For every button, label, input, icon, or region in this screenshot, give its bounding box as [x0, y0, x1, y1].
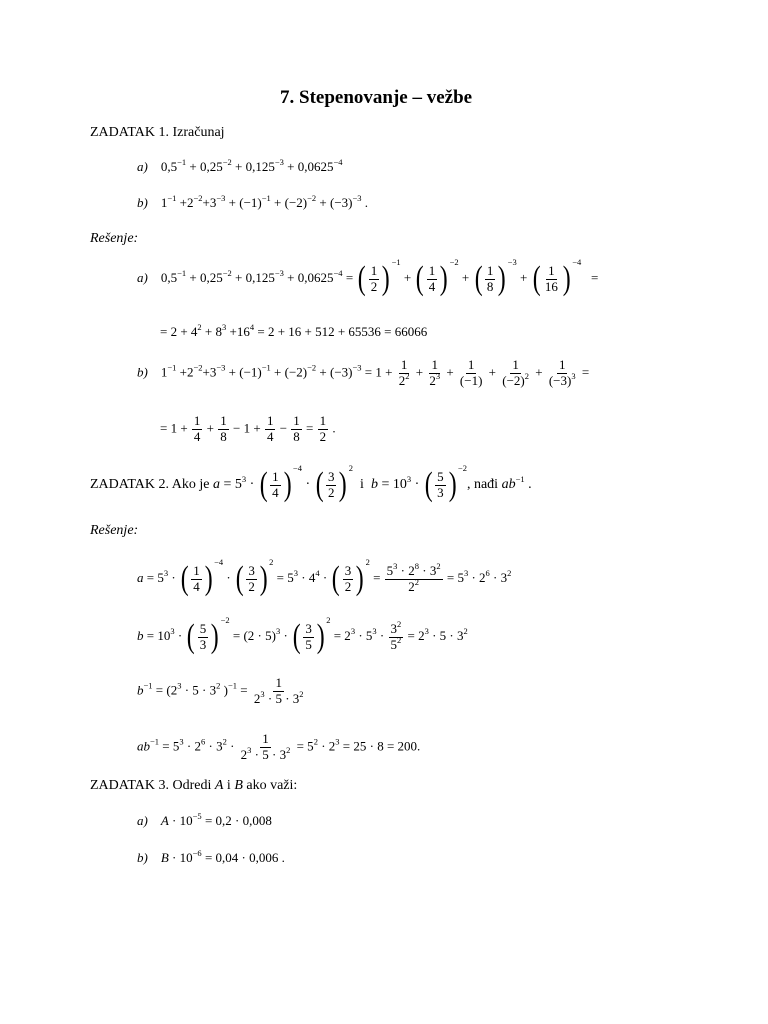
task-2-heading: ZADATAK 2. Ako je $a = 5^3$ · ( $\frac{1}{4}$ ) −4 · ( $\frac{3}{2}$ ) 2 i $b = 10^3$ · ( $\frac{5}{3}$ ) −2 , nađi $ab^{-1}$ .	[90, 463, 532, 503]
solution-2-b: $b = 10^3$ · ( $\frac{5}{3}$ ) −2 = $(2 \cdot 5)^3$ · ( $\frac{3}{5}$ ) 2 = $2^3 \cdot 5^3$ · $\frac{3^2}{5^2}$ = $2^3 \cdot 5 \cdot 3^2$	[137, 615, 468, 655]
solution-1-label: Rešenje:	[90, 231, 139, 246]
task-3-heading: ZADATAK 3. Odredi A i B ako važi:	[90, 778, 298, 793]
solution-1b-line-1: b) $1^{-1} +2^{-2}+3^{-3} + (-1)^{-1} + (-2)^{-2} + (-3)^{-3} = 1$ + $\frac{1}{2^2}$ + $\frac{1}{2^3}$ + $\frac{1}{(-1)}$ + $\frac{1}{(-2)^2}$ + $\frac{1}{(-3)^3}$ =	[137, 357, 590, 388]
task-3a-equation: a) $A \cdot 10^{-5} = 0,2 \cdot 0,008$	[137, 811, 272, 828]
page-title: 7. Stepenovanje – vežbe	[280, 87, 473, 108]
solution-1a-line-1: a) $0,5^{-1} + 0,25^{-2} + 0,125^{-3} + 0,0625^{-4}$ = ( $\frac{1}{2}$ ) −1 + ( $\frac{1}{4}$ ) −2 + ( $\frac{1}{8}$ ) −3 + ( $\frac{1}{16}$ ) −4 =	[137, 257, 599, 297]
solution-2-b-inverse: $b^{-1} = (2^3 \cdot 5 \cdot 3^2$ )$^{-1}$ = $\frac{1}{2^3 \cdot 5 \cdot 3^2}$	[137, 675, 304, 706]
solution-2-label: Rešenje:	[90, 523, 139, 538]
task-1-heading: ZADATAK 1. Izračunaj	[90, 125, 225, 140]
task-1b-expression: b) $1^{-1} +2^{-2}+3^{-3} + (-1)^{-1} + (-2)^{-2} + (-3)^{-3}$ .	[137, 193, 369, 210]
task-1b-label: b)	[137, 195, 148, 210]
task-1a-label: a)	[137, 159, 148, 174]
task-3b-equation: b) $B \cdot 10^{-6} = 0,04 \cdot 0,006$ .	[137, 848, 285, 865]
solution-2-result: $ab^{-1} = 5^3 \cdot 2^6 \cdot 3^2$ · $\frac{1}{2^3 \cdot 5 \cdot 3^2}$ = $5^2 \cdot 2^3 = 25 \cdot 8 = 200$.	[137, 731, 421, 762]
solution-1a-line-2: = $2 + 4^2 + 8^3 +16^4 = 2 + 16 + 512 + 65536 = 66066$	[160, 322, 428, 339]
solution-2-a: $a = 5^3$ · ( $\frac{1}{4}$ ) −4 · ( $\frac{3}{2}$ ) 2 = $5^3 \cdot 4^4$ · ( $\frac{3}{2}$ ) 2 = $\frac{5^3 \cdot 2^8 \cdot 3^2}{2^2}$ = $5^3 \cdot 2^6 \cdot 3^2$	[137, 557, 512, 597]
solution-1b-line-2: = 1 + $\frac{1}{4}$ + $\frac{1}{8}$ − 1 + $\frac{1}{4}$ − $\frac{1}{8}$ = $\frac{1}{2}$ .	[160, 413, 336, 444]
task-1a-expression: a) $0,5^{-1} + 0,25^{-2} + 0,125^{-3} + 0,0625^{-4}$	[137, 157, 343, 174]
